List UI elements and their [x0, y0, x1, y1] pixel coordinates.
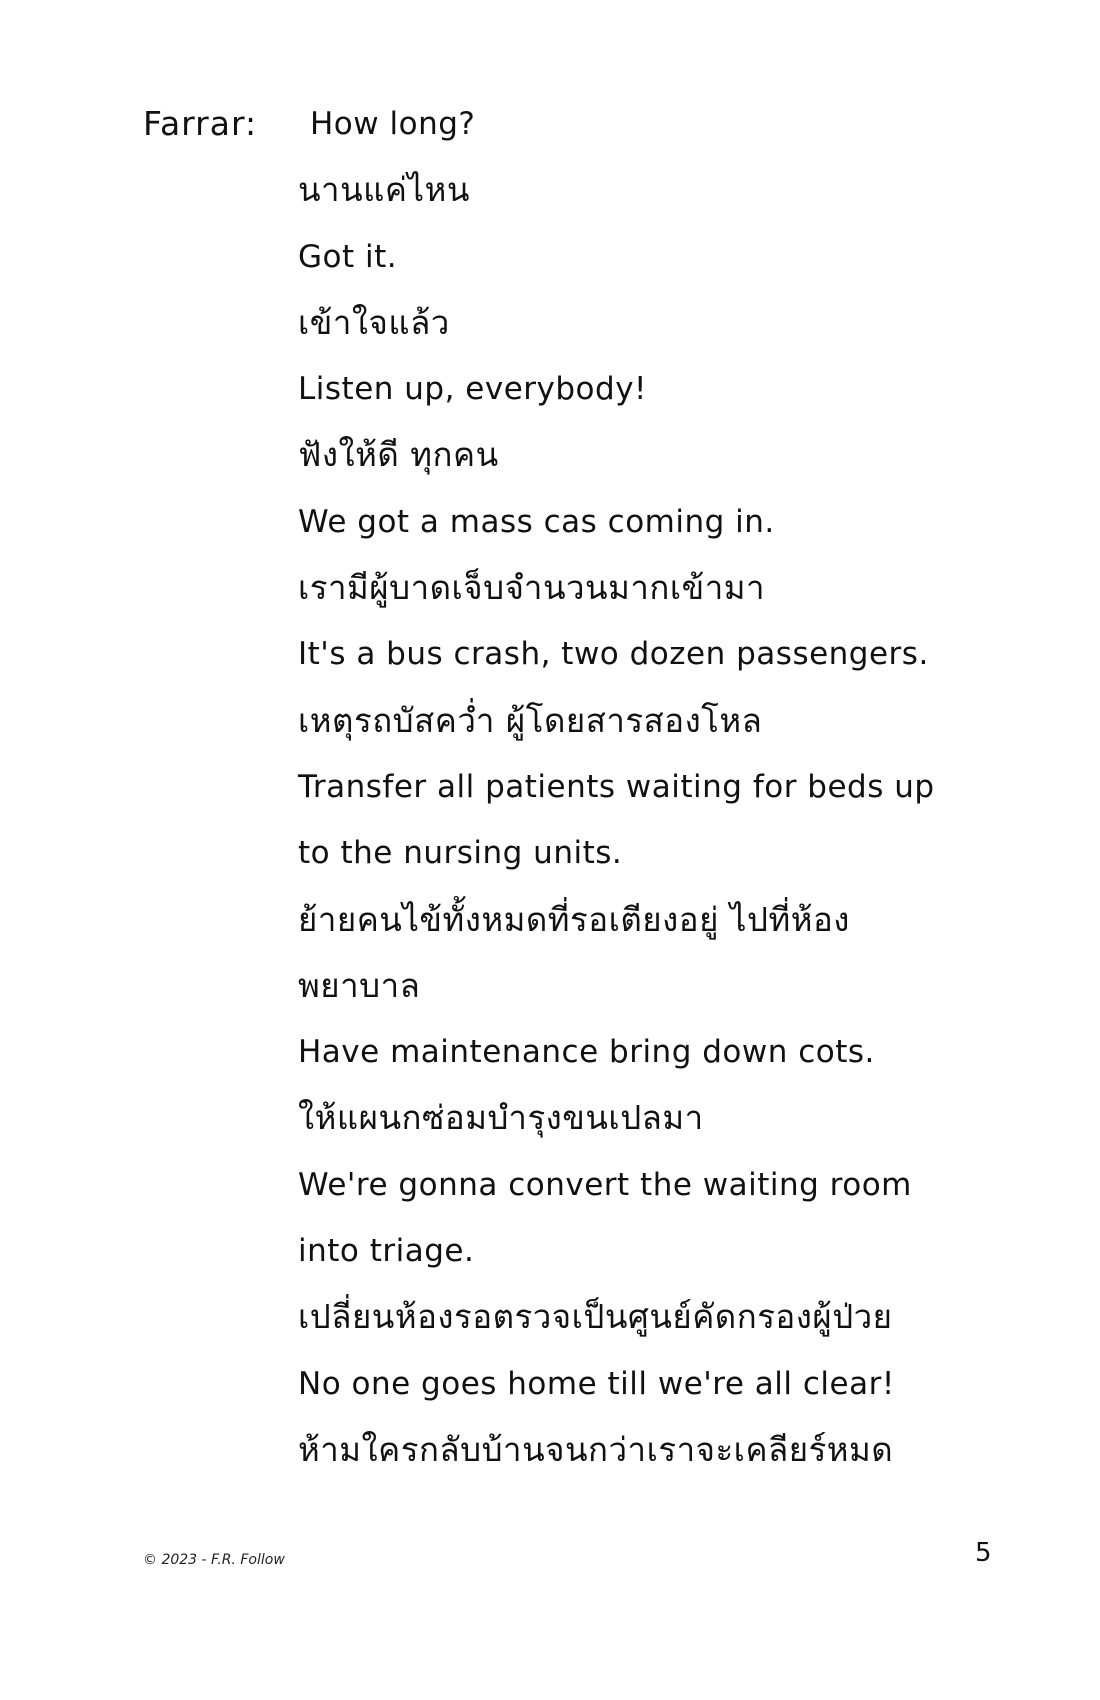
dialogue-line-thai: ย้ายคนไข้ทั้งหมดที่รอเตียงอยู่ ไปที่ห้อง [298, 899, 850, 939]
dialogue-line-english: We got a mass cas coming in. [298, 503, 775, 540]
page-number: 5 [975, 1538, 992, 1568]
dialogue-line-english: We're gonna convert the waiting room [298, 1166, 912, 1203]
dialogue-line-thai: ฟังให้ดี ทุกคน [298, 435, 499, 475]
dialogue-line-english: Got it. [298, 238, 398, 275]
dialogue-line-english: Listen up, everybody! [298, 371, 647, 408]
dialogue-lines [298, 100, 998, 1492]
dialogue-line-english: How long? [310, 106, 476, 142]
dialogue-line-thai: ห้ามใครกลับบ้านจนกว่าเราจะเคลียร์หมด [298, 1429, 894, 1469]
dialogue-line-thai: พยาบาล [298, 965, 421, 1005]
speaker-name: Farrar: [143, 104, 258, 143]
dialogue-line-english: No one goes home till we're all clear! [298, 1365, 895, 1402]
dialogue-line-thai: นานแค่ไหน [298, 170, 470, 210]
dialogue-line-thai: เหตุรถบัสคว่ำ ผู้โดยสารสองโหล [298, 700, 763, 740]
dialogue-line-thai: เปลี่ยนห้องรอตรวจเป็นศูนย์คัดกรองผู้ป่วย [298, 1297, 893, 1337]
dialogue-line-english: It's a bus crash, two dozen passengers. [298, 636, 929, 673]
dialogue-line-thai: เรามีผู้บาดเจ็บจำนวนมากเข้ามา [298, 568, 766, 608]
copyright-notice: © 2023 - F.R. Follow [143, 1552, 285, 1568]
dialogue-line-thai: เข้าใจแล้ว [298, 302, 450, 342]
dialogue-line-english: to the nursing units. [298, 835, 623, 872]
dialogue-line-english: Transfer all patients waiting for beds up [298, 768, 935, 805]
dialogue-line-english: into triage. [298, 1233, 475, 1270]
dialogue-line-thai: ให้แผนกซ่อมบำรุงขนเปลมา [298, 1098, 704, 1138]
dialogue-line-english: Have maintenance bring down cots. [298, 1034, 875, 1071]
